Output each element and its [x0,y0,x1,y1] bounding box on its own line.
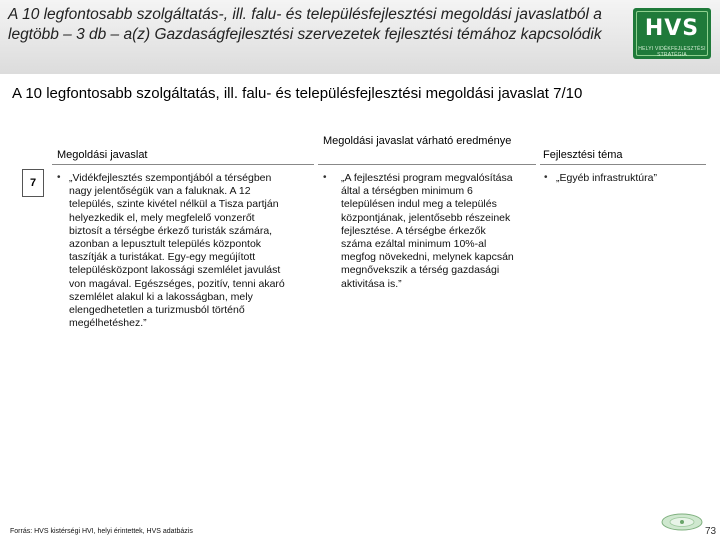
emblem-icon [660,512,704,532]
result-text: „A fejlesztési program megvalósítása által a térségben minimum 6 településen indul meg a település központjának, jelentősebb részeinek fejlesztése. A térségbe érkezők száma ezáltal minimum 10%-al megfog növekedni, melynek kapcsán megnővekszik a térség gazdasági aktivitása is.” [341,172,514,290]
slide-subtitle: A 10 legfontosabb szolgáltatás, ill. falu- és településfejlesztési megoldási javaslat 7/10 [12,85,583,102]
bullet: • [323,172,327,183]
column-header-topic: Fejlesztési téma [543,149,623,161]
header-divider [52,164,314,165]
logo-tagline: HELYI VIDÉKFEJLESZTÉSI STRATÉGIA [638,46,706,58]
logo-text: HVS [644,16,700,41]
bullet: • [544,172,548,183]
hvs-logo [633,8,711,59]
header-divider [540,164,706,165]
page-header [0,0,720,74]
page-title: A 10 legfontosabb szolgáltatás-, ill. falu- és településfejlesztési megoldási javaslatból a legtöbb – 3 db – a(z) Gazdaságfejlesztési szervezetek fejlesztési témához kapcsolódik [8,6,602,43]
page-number: 73 [705,526,717,537]
bullet: • [57,172,61,183]
column-header-result: Megoldási javaslat várható eredménye [323,135,512,147]
topic-text: „Egyéb infrastruktúra” [556,172,657,184]
solution-text: „Vidékfejlesztés szempontjából a térségben nagy jelentőségük van a faluknak. A 12 település, szinte kivétel nélkül a Tisza partján helyezkedik el, mely megfelelő vonzerőt biztosít a térségbe érkező turisták számára, azonban a lepusztult település központok taszítják a turistákat. Egy-egy megújított településközpont lakossági szemlélet javulást von magával. Egészséges, pozitív, tenni akaró szemlélet alakul ki a lakosságban, mely elengedhetetlen a turizmusból történő megélhetéshez.” [69,172,285,330]
source-note: Forrás: HVS kistérségi HVI, helyi érintettek, HVS adatbázis [10,528,193,535]
column-header-solution: Megoldási javaslat [57,149,148,161]
header-divider [318,164,536,165]
row-number: 7 [22,169,44,197]
